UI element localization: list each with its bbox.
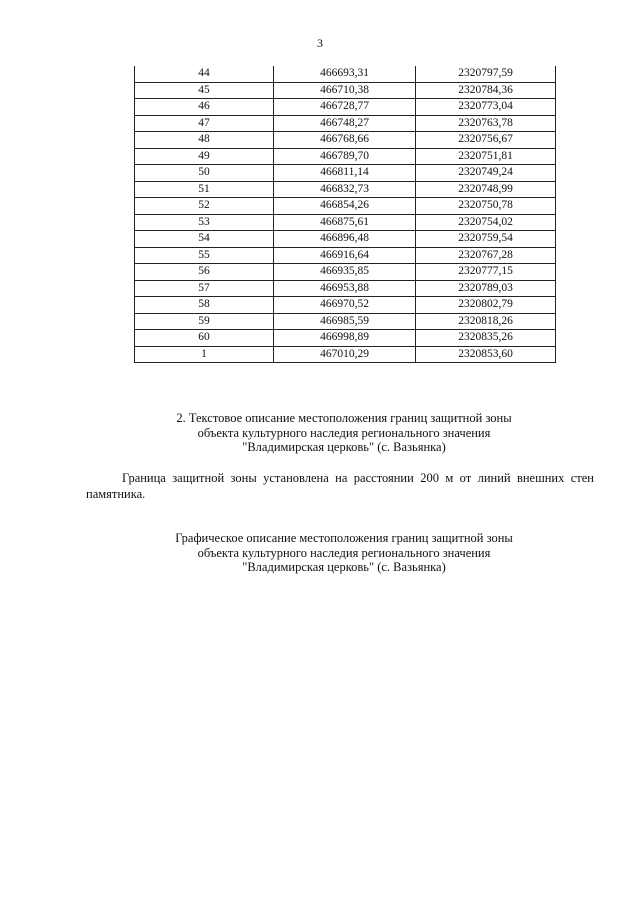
table-row (135, 181, 556, 198)
point-number-cell: 51 (135, 181, 274, 198)
y-coordinate-cell: 2320750,78 (416, 198, 556, 215)
table-row (135, 346, 556, 363)
x-coordinate-cell: 466896,48 (274, 231, 416, 248)
table-row (135, 132, 556, 149)
x-coordinate-cell: 466811,14 (274, 165, 416, 182)
x-coordinate-cell: 466998,89 (274, 330, 416, 347)
y-coordinate-cell: 2320784,36 (416, 82, 556, 99)
graphic-description-heading (0, 531, 640, 575)
y-coordinate-cell: 2320797,59 (416, 66, 556, 82)
x-coordinate-cell: 466768,66 (274, 132, 416, 149)
point-number-cell: 1 (135, 346, 274, 363)
x-coordinate-cell: 466985,59 (274, 313, 416, 330)
x-coordinate-cell: 466953,88 (274, 280, 416, 297)
text-description-heading (0, 411, 640, 455)
coordinates-table-body (135, 66, 556, 363)
table-row (135, 82, 556, 99)
x-coordinate-cell: 466789,70 (274, 148, 416, 165)
table-row (135, 99, 556, 116)
heading-line: объекта культурного наследия регионального значения (197, 425, 491, 440)
heading-line: "Владимирская церковь" (с. Вазьянка) (242, 440, 446, 454)
y-coordinate-cell: 2320756,67 (416, 132, 556, 149)
point-number-cell: 50 (135, 165, 274, 182)
point-number-cell: 58 (135, 297, 274, 314)
x-coordinate-cell: 466916,64 (274, 247, 416, 264)
point-number-cell: 52 (135, 198, 274, 215)
table-row (135, 198, 556, 215)
y-coordinate-cell: 2320777,15 (416, 264, 556, 281)
y-coordinate-cell: 2320789,03 (416, 280, 556, 297)
point-number-cell: 57 (135, 280, 274, 297)
point-number-cell: 47 (135, 115, 274, 132)
y-coordinate-cell: 2320767,28 (416, 247, 556, 264)
point-number-cell: 55 (135, 247, 274, 264)
x-coordinate-cell: 467010,29 (274, 346, 416, 363)
table-row (135, 313, 556, 330)
table-row (135, 115, 556, 132)
y-coordinate-cell: 2320763,78 (416, 115, 556, 132)
y-coordinate-cell: 2320853,60 (416, 346, 556, 363)
point-number-cell: 60 (135, 330, 274, 347)
table-row (135, 280, 556, 297)
table-row (135, 264, 556, 281)
heading-line: объекта культурного наследия регионального значения (197, 545, 491, 560)
y-coordinate-cell: 2320754,02 (416, 214, 556, 231)
point-number-cell: 46 (135, 99, 274, 116)
x-coordinate-cell: 466832,73 (274, 181, 416, 198)
heading-line: "Владимирская церковь" (с. Вазьянка) (242, 560, 446, 574)
x-coordinate-cell: 466728,77 (274, 99, 416, 116)
point-number-cell: 49 (135, 148, 274, 165)
table-row (135, 231, 556, 248)
y-coordinate-cell: 2320751,81 (416, 148, 556, 165)
boundary-paragraph: Граница защитной зоны установлена на расстоянии 200 м от линий внешних стен памятника. (86, 471, 594, 501)
x-coordinate-cell: 466970,52 (274, 297, 416, 314)
x-coordinate-cell: 466693,31 (274, 66, 416, 82)
table-row (135, 297, 556, 314)
x-coordinate-cell: 466854,26 (274, 198, 416, 215)
point-number-cell: 53 (135, 214, 274, 231)
y-coordinate-cell: 2320835,26 (416, 330, 556, 347)
table-row (135, 247, 556, 264)
table-row (135, 214, 556, 231)
page-number: 3 (317, 36, 323, 50)
y-coordinate-cell: 2320748,99 (416, 181, 556, 198)
point-number-cell: 59 (135, 313, 274, 330)
x-coordinate-cell: 466875,61 (274, 214, 416, 231)
x-coordinate-cell: 466935,85 (274, 264, 416, 281)
point-number-cell: 45 (135, 82, 274, 99)
y-coordinate-cell: 2320818,26 (416, 313, 556, 330)
y-coordinate-cell: 2320773,04 (416, 99, 556, 116)
table-row (135, 330, 556, 347)
y-coordinate-cell: 2320759,54 (416, 231, 556, 248)
coordinates-table (134, 66, 556, 363)
x-coordinate-cell: 466710,38 (274, 82, 416, 99)
point-number-cell: 48 (135, 132, 274, 149)
heading-line: Графическое описание местоположения границ защитной зоны (175, 531, 513, 545)
y-coordinate-cell: 2320802,79 (416, 297, 556, 314)
table-row (135, 165, 556, 182)
point-number-cell: 56 (135, 264, 274, 281)
point-number-cell: 44 (135, 66, 274, 82)
y-coordinate-cell: 2320749,24 (416, 165, 556, 182)
x-coordinate-cell: 466748,27 (274, 115, 416, 132)
heading-line: 2. Текстовое описание местоположения границ защитной зоны (176, 411, 512, 425)
table-row (135, 66, 556, 82)
point-number-cell: 54 (135, 231, 274, 248)
table-row (135, 148, 556, 165)
